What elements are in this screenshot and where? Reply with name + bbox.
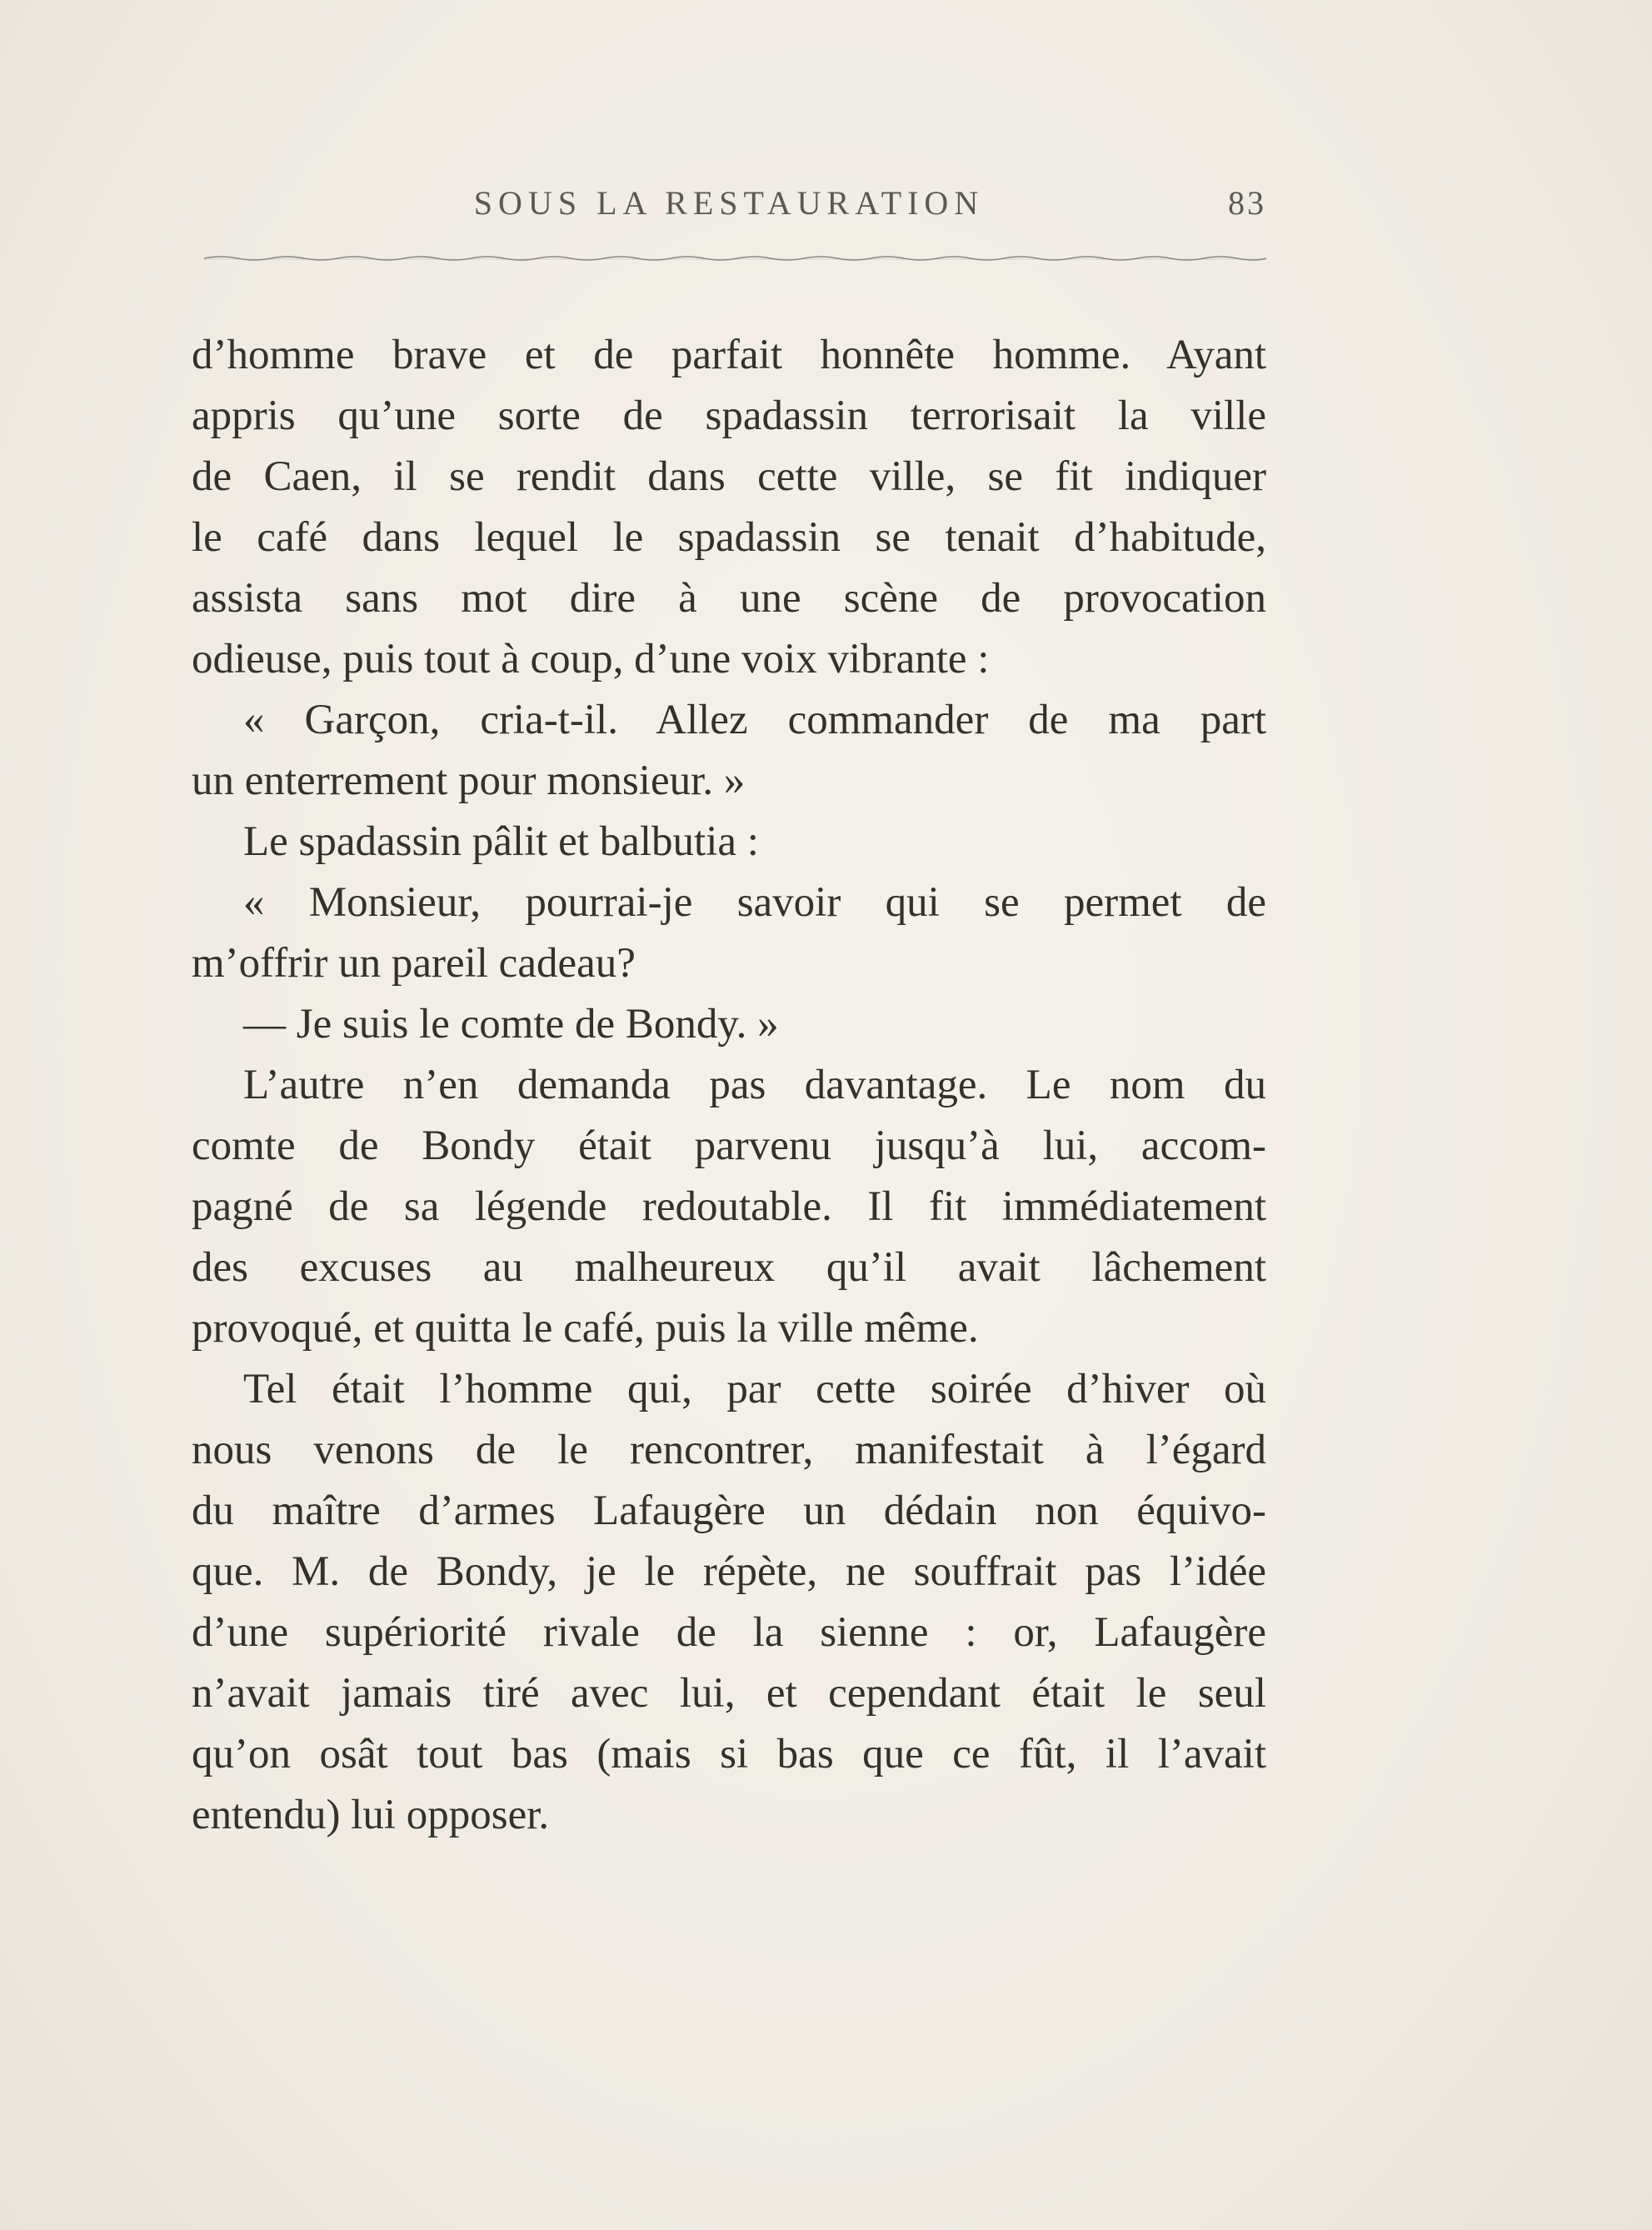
text-line: Le spadassin pâlit et balbutia : [243, 818, 759, 865]
text-line: — Je suis le comte de Bondy. » [243, 1001, 779, 1048]
page-number: 83 [1228, 184, 1266, 222]
text-line: m’offrir un pareil cadeau? [192, 940, 636, 987]
text-line: pagné de sa légende redoutable. Il fit immédiatement [192, 1183, 1266, 1230]
text-line: assista sans mot dire à une scène de provocation [192, 575, 1266, 622]
text-line: n’avait jamais tiré avec lui, et cependant était le seul [192, 1670, 1266, 1717]
text-line: nous venons de le rencontrer, manifestait à l’égard [192, 1427, 1266, 1473]
running-head [192, 183, 1266, 233]
text-line: Tel était l’homme qui, par cette soirée d’hiver où [243, 1366, 1266, 1412]
text-line: provoqué, et quitta le café, puis la ville même. [192, 1305, 979, 1352]
text-line: d’homme brave et de parfait honnête homme. Ayant [192, 332, 1266, 378]
text-line: odieuse, puis tout à coup, d’une voix vibrante : [192, 636, 990, 682]
text-line: entendu) lui opposer. [192, 1792, 550, 1838]
text-line: qu’on osât tout bas (mais si bas que ce fût, il l’avait [192, 1731, 1266, 1778]
text-line: « Monsieur, pourrai-je savoir qui se permet de [243, 879, 1266, 926]
text-line: des excuses au malheureux qu’il avait lâchement [192, 1244, 1266, 1291]
text-line: un enterrement pour monsieur. » [192, 758, 746, 804]
text-line: du maître d’armes Lafaugère un dédain non équivo- [192, 1488, 1266, 1534]
text-line: d’une supériorité rivale de la sienne : or, Lafaugère [192, 1609, 1266, 1656]
decorative-rule [204, 252, 1266, 264]
text-line: le café dans lequel le spadassin se tenait d’habitude, [192, 514, 1266, 561]
text-line: de Caen, il se rendit dans cette ville, se fit indiquer [192, 453, 1266, 500]
text-line: comte de Bondy était parvenu jusqu’à lui, accom- [192, 1122, 1266, 1169]
body-text [192, 325, 1266, 1846]
text-line: que. M. de Bondy, je le répète, ne souffrait pas l’idée [192, 1548, 1266, 1595]
running-title: SOUS LA RESTAURATION [473, 184, 985, 222]
text-line: L’autre n’en demanda pas davantage. Le nom du [243, 1062, 1266, 1108]
text-line: appris qu’une sorte de spadassin terrorisait la ville [192, 392, 1266, 439]
text-line: « Garçon, cria-t-il. Allez commander de ma part [243, 697, 1266, 743]
